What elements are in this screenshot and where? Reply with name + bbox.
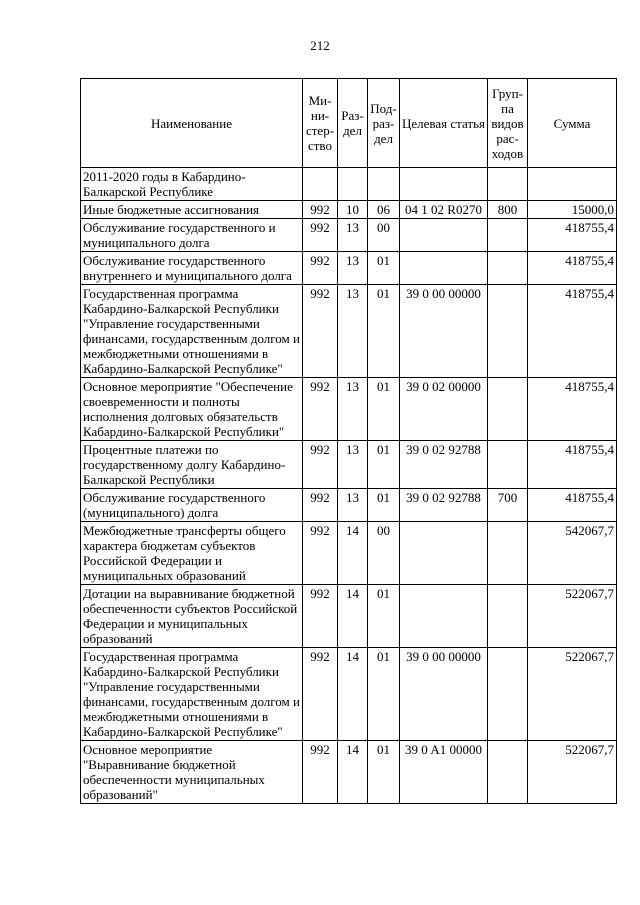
cell-name: Процентные платежи по государственному долгу Кабардино-Балкарской Республики (81, 441, 303, 489)
cell-amount: 522067,7 (528, 585, 617, 648)
table-row (81, 648, 617, 741)
cell-section: 13 (338, 378, 368, 441)
cell-target-article: 39 0 02 00000 (400, 378, 488, 441)
table-row (81, 285, 617, 378)
cell-target-article: 04 1 02 R0270 (400, 201, 488, 219)
table-row (81, 201, 617, 219)
cell-name: Основное мероприятие "Выравнивание бюджетной обеспеченности муниципальных образований" (81, 741, 303, 804)
header-subsection: Под-раз-дел (368, 79, 400, 168)
cell-expense-group (488, 168, 528, 201)
cell-amount: 418755,4 (528, 378, 617, 441)
cell-ministry: 992 (303, 648, 338, 741)
cell-subsection: 01 (368, 648, 400, 741)
cell-ministry: 992 (303, 252, 338, 285)
cell-name: Обслуживание государственного и муниципального долга (81, 219, 303, 252)
header-target-article: Целевая статья (400, 79, 488, 168)
cell-ministry: 992 (303, 378, 338, 441)
cell-ministry: 992 (303, 219, 338, 252)
cell-expense-group (488, 378, 528, 441)
cell-section: 13 (338, 441, 368, 489)
cell-name: Межбюджетные трансферты общего характера бюджетам субъектов Российской Федерации и муниципальных образований (81, 522, 303, 585)
cell-ministry: 992 (303, 489, 338, 522)
cell-target-article: 39 0 A1 00000 (400, 741, 488, 804)
cell-amount: 522067,7 (528, 648, 617, 741)
cell-expense-group (488, 285, 528, 378)
cell-subsection: 01 (368, 252, 400, 285)
cell-target-article (400, 585, 488, 648)
cell-name: Обслуживание государственного (муниципального) долга (81, 489, 303, 522)
table-row (81, 441, 617, 489)
cell-subsection (368, 168, 400, 201)
cell-ministry (303, 168, 338, 201)
cell-amount: 418755,4 (528, 441, 617, 489)
cell-name: Обслуживание государственного внутреннего и муниципального долга (81, 252, 303, 285)
budget-table (80, 78, 617, 804)
cell-amount: 418755,4 (528, 252, 617, 285)
cell-ministry: 992 (303, 285, 338, 378)
cell-amount: 522067,7 (528, 741, 617, 804)
cell-section: 10 (338, 201, 368, 219)
table-header-row (81, 79, 617, 168)
cell-amount (528, 168, 617, 201)
cell-expense-group (488, 252, 528, 285)
cell-name: Основное мероприятие "Обеспечение своевременности и полноты исполнения долговых обязательств Кабардино-Балкарской Республики" (81, 378, 303, 441)
table-row (81, 168, 617, 201)
cell-amount: 418755,4 (528, 285, 617, 378)
cell-expense-group (488, 585, 528, 648)
cell-section: 14 (338, 522, 368, 585)
table-row (81, 489, 617, 522)
cell-target-article: 39 0 02 92788 (400, 489, 488, 522)
cell-target-article: 39 0 00 00000 (400, 285, 488, 378)
cell-ministry: 992 (303, 741, 338, 804)
cell-target-article (400, 522, 488, 585)
table-row (81, 378, 617, 441)
cell-section (338, 168, 368, 201)
header-expense-group: Груп-па видов рас-ходов (488, 79, 528, 168)
header-section: Раз-дел (338, 79, 368, 168)
cell-subsection: 06 (368, 201, 400, 219)
cell-section: 13 (338, 285, 368, 378)
cell-expense-group (488, 441, 528, 489)
cell-subsection: 00 (368, 522, 400, 585)
table-row (81, 219, 617, 252)
cell-subsection: 01 (368, 441, 400, 489)
cell-subsection: 01 (368, 741, 400, 804)
table-row (81, 252, 617, 285)
cell-name: Иные бюджетные ассигнования (81, 201, 303, 219)
cell-name: Государственная программа Кабардино-Балкарской Республики "Управление государственными финансами, государственным долгом и межбюджетными отношениями в Кабардино-Балкарской Республике" (81, 648, 303, 741)
cell-section: 14 (338, 585, 368, 648)
cell-name: Дотации на выравнивание бюджетной обеспеченности субъектов Российской Федерации и муниципальных образований (81, 585, 303, 648)
cell-section: 13 (338, 252, 368, 285)
cell-amount: 418755,4 (528, 489, 617, 522)
header-amount: Сумма (528, 79, 617, 168)
cell-ministry: 992 (303, 201, 338, 219)
table-row (81, 585, 617, 648)
cell-ministry: 992 (303, 441, 338, 489)
cell-expense-group (488, 219, 528, 252)
cell-section: 13 (338, 219, 368, 252)
cell-target-article: 39 0 00 00000 (400, 648, 488, 741)
cell-subsection: 00 (368, 219, 400, 252)
cell-subsection: 01 (368, 489, 400, 522)
page-number: 212 (310, 38, 330, 53)
cell-name: Государственная программа Кабардино-Балкарской Республики "Управление государственными финансами, государственным долгом и межбюджетными отношениями в Кабардино-Балкарской Республике" (81, 285, 303, 378)
header-name: Наименование (81, 79, 303, 168)
cell-expense-group (488, 648, 528, 741)
cell-amount: 15000,0 (528, 201, 617, 219)
table-row (81, 522, 617, 585)
cell-section: 14 (338, 741, 368, 804)
cell-name: 2011-2020 годы в Кабардино-Балкарской Республике (81, 168, 303, 201)
cell-expense-group: 800 (488, 201, 528, 219)
table-row (81, 741, 617, 804)
cell-ministry: 992 (303, 522, 338, 585)
cell-expense-group (488, 522, 528, 585)
cell-subsection: 01 (368, 585, 400, 648)
cell-expense-group: 700 (488, 489, 528, 522)
cell-target-article (400, 168, 488, 201)
cell-target-article: 39 0 02 92788 (400, 441, 488, 489)
cell-subsection: 01 (368, 285, 400, 378)
cell-section: 13 (338, 489, 368, 522)
cell-ministry: 992 (303, 585, 338, 648)
cell-target-article (400, 219, 488, 252)
cell-expense-group (488, 741, 528, 804)
cell-subsection: 01 (368, 378, 400, 441)
header-ministry: Ми-ни-стер-ство (303, 79, 338, 168)
cell-target-article (400, 252, 488, 285)
cell-amount: 418755,4 (528, 219, 617, 252)
cell-section: 14 (338, 648, 368, 741)
cell-amount: 542067,7 (528, 522, 617, 585)
